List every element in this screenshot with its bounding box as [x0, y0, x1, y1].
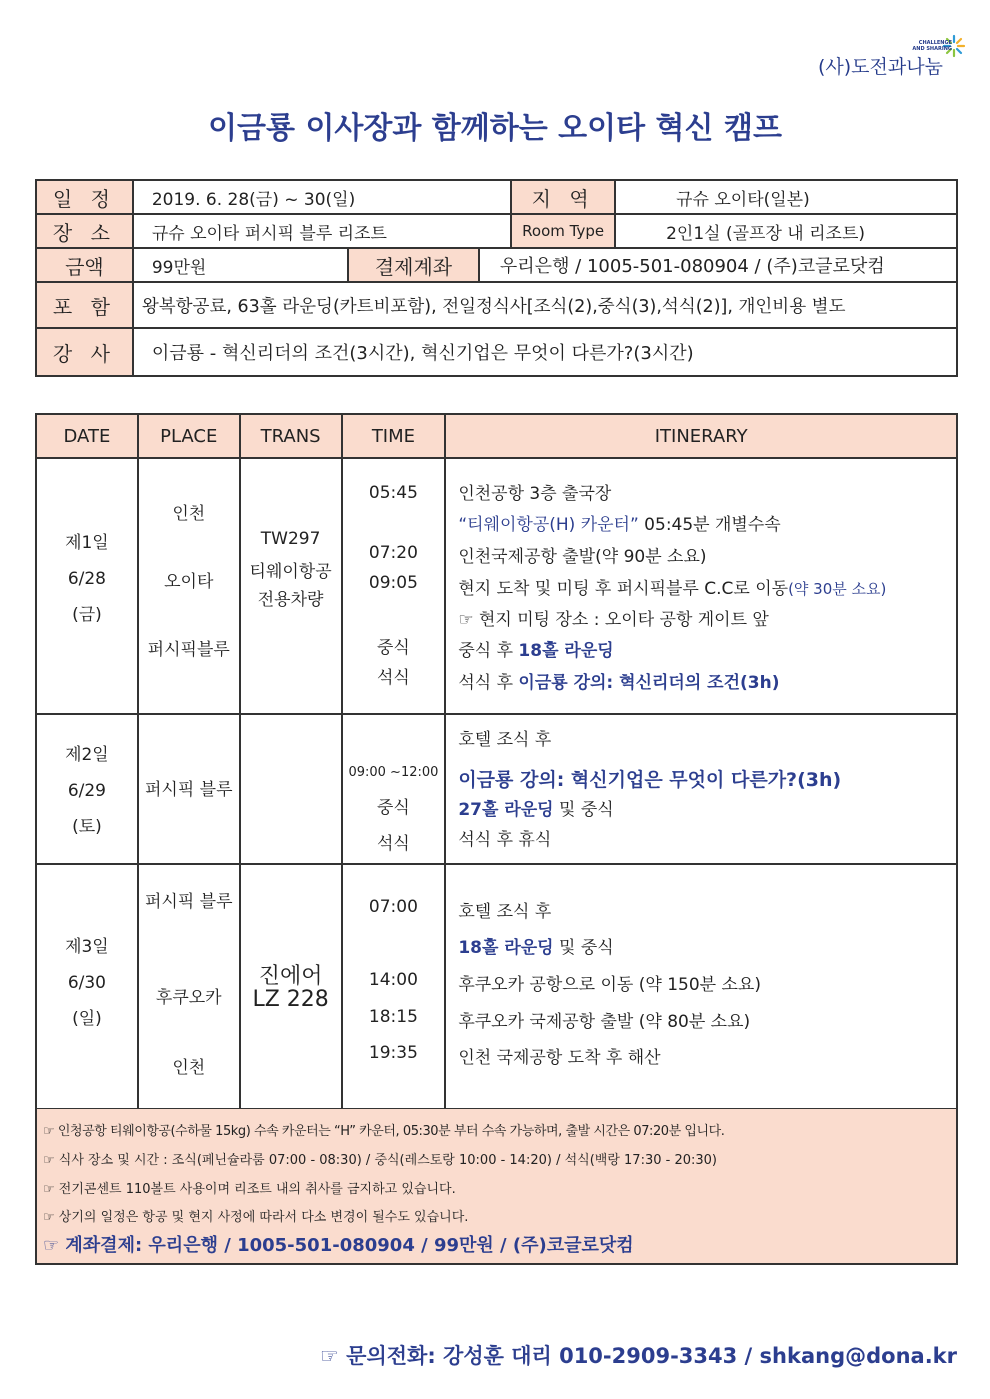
- day1-day: 제1일: [65, 533, 109, 553]
- day1-date: 6/28: [67, 569, 106, 589]
- day3-time-2: 14:00: [368, 970, 418, 990]
- day1-place-1: 인천: [172, 504, 206, 524]
- day2-itinerary-1: 호텔 조식 후: [458, 730, 552, 750]
- day2-day: 제2일: [65, 745, 109, 765]
- day2-itinerary-cell: [445, 714, 957, 864]
- day3-cell: [36, 864, 138, 1109]
- day1-trans-2: 티웨이항공: [249, 562, 332, 582]
- day2-time-3: 석식: [377, 834, 410, 854]
- day1-cell: [36, 458, 138, 714]
- day3-place-1: 퍼시픽 블루: [144, 892, 233, 912]
- day1-trans-3: 전용차량: [257, 590, 324, 610]
- venue-label: 장 소: [36, 214, 133, 248]
- day3-time-1: 07:00: [368, 897, 418, 917]
- day1-itinerary-2: [458, 510, 780, 535]
- day1-time-1: 05:45: [368, 483, 418, 503]
- day1-lecture: 이금룡 강의: 혁신리더의 조건(3h): [518, 673, 780, 693]
- day3-itinerary-4: 후쿠오카 국제공항 출발 (약 80분 소요): [458, 1012, 751, 1032]
- day3-golf-round: 18홀 라운딩: [458, 938, 554, 958]
- day3-time-3: 18:15: [368, 1007, 418, 1027]
- day2-cell: [36, 714, 138, 864]
- price-value: 99만원: [133, 248, 348, 282]
- day1-time-4: 중식: [377, 638, 410, 658]
- payment-value: 우리은행 / 1005-501-080904 / (주)코글로닷컴: [479, 248, 957, 282]
- day1-golf-round: 18홀 라운딩: [518, 641, 614, 661]
- day2-dow: (토): [72, 817, 102, 837]
- day1-itinerary-1: 인천공항 3층 출국장: [458, 484, 612, 504]
- region-label: 지 역: [511, 180, 615, 214]
- payment-label: 결제계좌: [348, 248, 479, 282]
- venue-value: 규슈 오이타 퍼시픽 블루 리조트: [133, 214, 511, 248]
- page-title: 이금룡 이사장과 함께하는 오이타 혁신 캠프: [208, 111, 782, 146]
- day2-place: 퍼시픽 블루: [144, 780, 233, 800]
- day2-lunch-text: 및 중식: [553, 800, 614, 820]
- schedule-header-row: [36, 414, 957, 458]
- day1-itinerary-6: [458, 636, 613, 661]
- day3-lunch-text: 및 중식: [553, 938, 614, 958]
- day3-place-cell: [138, 864, 240, 1109]
- header-date: DATE: [36, 414, 138, 458]
- day1-time-cell: [342, 458, 446, 714]
- day1-place-cell: [138, 458, 240, 714]
- notes-box: [35, 1109, 958, 1265]
- day1-itinerary-5: ☞ 현지 미팅 장소 : 오이타 공항 게이트 앞: [458, 610, 769, 630]
- includes-value: 왕복항공료, 63홀 라운딩(카트비포함), 전일정식사[조식(2),중식(3),석식(2)], 개인비용 별도: [133, 282, 957, 328]
- note-4: ☞ 상기의 일정은 항공 및 현지 사정에 따라서 다소 변경이 될수도 있습니다.: [43, 1210, 469, 1225]
- day3-dow: (일): [72, 1009, 102, 1029]
- header-itinerary: ITINERARY: [445, 414, 957, 458]
- day3-itinerary-1: 호텔 조식 후: [458, 902, 552, 922]
- day1-dinner-text: 석식 후: [458, 673, 519, 693]
- day2-itinerary-3: [458, 795, 613, 820]
- includes-label: 포 함: [36, 282, 133, 328]
- room-type-value: 2인1실 (골프장 내 리조트): [615, 214, 957, 248]
- day1-transfer-text: 현지 도착 및 미팅 후 퍼시픽블루 C.C로 이동: [458, 579, 789, 599]
- day2-place-cell: [138, 714, 240, 864]
- day3-date: 6/30: [67, 973, 106, 993]
- organization-logo: [818, 32, 968, 88]
- header-time: TIME: [342, 414, 446, 458]
- account-note: ☞ 계좌결제: 우리은행 / 1005-501-080904 / 99만원 / (주)코글로닷컴: [43, 1235, 634, 1256]
- day1-time-3: 09:05: [368, 573, 418, 593]
- header-place: PLACE: [138, 414, 240, 458]
- day2-date: 6/29: [67, 781, 106, 801]
- day1-time-2: 07:20: [368, 543, 418, 563]
- logo-tagline: CHALLENGE AND SHARING: [912, 40, 952, 52]
- date-label: 일 정: [36, 180, 133, 214]
- note-1: ☞ 인청공항 티웨이항공(수하물 15kg) 수속 카운터는 “H” 카운터, 05:30분 부터 수속 가능하며, 출발 시간은 07:20분 입니다.: [43, 1124, 725, 1139]
- price-label: 금액: [36, 248, 133, 282]
- day2-time-cell: [342, 714, 446, 864]
- schedule-table: [35, 413, 958, 1110]
- day3-time-cell: [342, 864, 446, 1109]
- note-3: ☞ 전기콘센트 110볼트 사용이며 리조트 내의 취사를 금지하고 있습니다.: [43, 1182, 456, 1197]
- day1-checkin-text: 05:45분 개별수속: [638, 515, 781, 535]
- day1-place-2: 오이타: [164, 572, 214, 592]
- day3-trans-2: LZ 228: [252, 987, 329, 1012]
- day3-trans-1: 진에어: [258, 964, 323, 989]
- region-value: 규슈 오이타(일본): [615, 180, 957, 214]
- day3-time-4: 19:35: [368, 1043, 418, 1063]
- day3-trans-cell: [240, 864, 342, 1109]
- day2-time-2: 중식: [377, 798, 410, 818]
- day3-place-3: 인천: [172, 1058, 206, 1078]
- date-value: 2019. 6. 28(금) ~ 30(일): [133, 180, 511, 214]
- info-table: [35, 179, 958, 377]
- day2-golf-round: 27홀 라운딩: [458, 800, 554, 820]
- day3-row: [36, 864, 957, 1109]
- day3-itinerary-2: [458, 933, 613, 958]
- day2-itinerary-4: 석식 후 휴식: [458, 830, 552, 850]
- day1-trans-cell: [240, 458, 342, 714]
- day3-place-2: 후쿠오카: [155, 988, 222, 1008]
- day3-itinerary-cell: [445, 864, 957, 1109]
- note-2: ☞ 식사 장소 및 시간 : 조식(페닌슐라룸 07:00 - 08:30) / 중식(레스토랑 10:00 - 14:20) / 석식(백랑 17:30 - 20:30): [43, 1153, 717, 1168]
- day1-itinerary-4: [458, 574, 886, 599]
- lecturer-value: 이금룡 - 혁신리더의 조건(3시간), 혁신기업은 무엇이 다른가?(3시간): [133, 328, 957, 376]
- day3-day: 제3일: [65, 937, 109, 957]
- day2-row: [36, 714, 957, 864]
- logo-org-name: (사)도전과나눔: [818, 56, 943, 78]
- day3-itinerary-5: 인천 국제공항 도착 후 해산: [458, 1048, 661, 1068]
- day1-trans-1: TW297: [260, 529, 321, 549]
- day1-dow: (금): [72, 605, 102, 625]
- day1-place-3: 퍼시픽블루: [147, 640, 230, 660]
- day2-itinerary-2: 이금룡 강의: 혁신기업은 무엇이 다른가?(3h): [458, 769, 842, 791]
- day1-itinerary-3: 인천국제공항 출발(약 90분 소요): [458, 547, 707, 567]
- day1-row: [36, 458, 957, 714]
- day1-itinerary-7: [458, 668, 779, 693]
- room-type-label: Room Type: [511, 214, 615, 248]
- contact-info: ☞ 문의전화: 강성훈 대리 010-2909-3343 / shkang@dona.kr: [320, 1344, 957, 1368]
- header-trans: TRANS: [240, 414, 342, 458]
- day1-time-5: 석식: [377, 668, 410, 688]
- day2-trans-cell: [240, 714, 342, 864]
- day2-time-1: 09:00 ~12:00: [348, 765, 439, 780]
- lecturer-label: 강 사: [36, 328, 133, 376]
- day3-itinerary-3: 후쿠오카 공항으로 이동 (약 150분 소요): [458, 975, 761, 995]
- day1-counter-label: “티웨이항공(H) 카운터”: [458, 515, 639, 535]
- day1-lunch-text: 중식 후: [458, 641, 519, 661]
- day1-itinerary-cell: [445, 458, 957, 714]
- day1-transfer-duration: (약 30분 소요): [788, 580, 887, 598]
